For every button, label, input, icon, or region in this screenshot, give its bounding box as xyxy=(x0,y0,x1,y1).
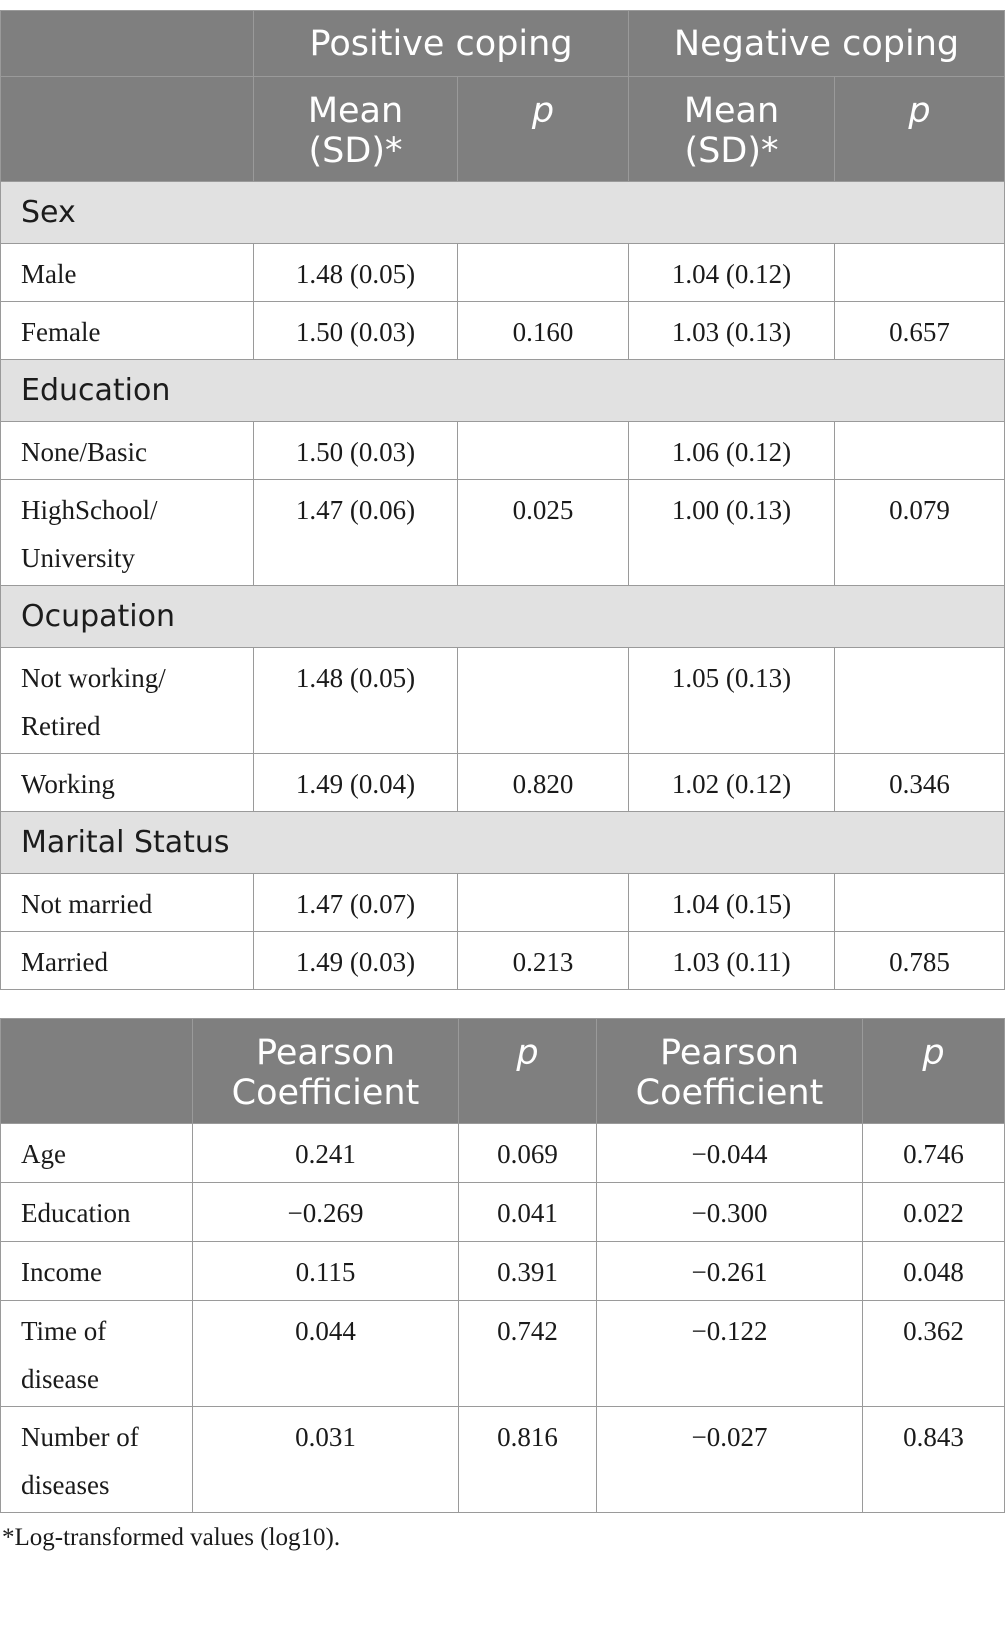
section-row xyxy=(1,360,1005,422)
positive-mean-sd: 1.48 (0.05) xyxy=(254,244,458,302)
table-row xyxy=(1,1183,1005,1242)
negative-p-value xyxy=(835,244,1005,302)
positive-p-value: 0.213 xyxy=(458,932,629,990)
positive-p-value: 0.820 xyxy=(458,754,629,812)
table-row xyxy=(1,1407,1005,1513)
row-label xyxy=(1,932,254,990)
table-row xyxy=(1,1124,1005,1183)
table-row xyxy=(1,302,1005,360)
coefficient-label: Coefficient xyxy=(635,1073,824,1113)
table-row xyxy=(1,754,1005,812)
positive-p-value: 0.816 xyxy=(459,1407,597,1513)
negative-p-value: 0.657 xyxy=(835,302,1005,360)
neg-p-header: p xyxy=(863,1019,1005,1124)
coping-by-demographics-body xyxy=(1,182,1005,990)
positive-p-value: 0.041 xyxy=(459,1183,597,1242)
positive-pearson-coefficient: 0.044 xyxy=(193,1301,459,1407)
row-label-line: Education xyxy=(21,1198,131,1228)
row-label-line: disease xyxy=(21,1364,99,1394)
row-label-line: HighSchool/ xyxy=(21,495,158,525)
positive-pearson-coefficient: −0.269 xyxy=(193,1183,459,1242)
row-label xyxy=(1,754,254,812)
positive-mean-sd: 1.50 (0.03) xyxy=(254,422,458,480)
negative-mean-sd: 1.04 (0.12) xyxy=(629,244,835,302)
row-label-line: Income xyxy=(21,1257,102,1287)
table-row xyxy=(1,932,1005,990)
neg-pearson-header xyxy=(597,1019,863,1124)
negative-pearson-coefficient: −0.044 xyxy=(597,1124,863,1183)
row-label-line: Working xyxy=(21,769,115,799)
negative-p-value: 0.362 xyxy=(863,1301,1005,1407)
negative-p-value xyxy=(835,648,1005,754)
row-label xyxy=(1,244,254,302)
row-label xyxy=(1,648,254,754)
pos-mean-sd-header xyxy=(254,77,458,182)
header-blank-cell xyxy=(1,11,254,77)
pearson-label: Pearson xyxy=(255,1033,396,1073)
table-row xyxy=(1,874,1005,932)
positive-p-value: 0.391 xyxy=(459,1242,597,1301)
row-label xyxy=(1,302,254,360)
positive-p-value xyxy=(458,422,629,480)
positive-pearson-coefficient: 0.115 xyxy=(193,1242,459,1301)
table-row xyxy=(1,244,1005,302)
section-row xyxy=(1,812,1005,874)
negative-mean-sd: 1.04 (0.15) xyxy=(629,874,835,932)
positive-p-value: 0.069 xyxy=(459,1124,597,1183)
positive-p-value xyxy=(458,244,629,302)
row-label xyxy=(1,1407,193,1513)
negative-pearson-coefficient: −0.122 xyxy=(597,1301,863,1407)
pos-pearson-header xyxy=(193,1019,459,1124)
positive-mean-sd: 1.47 (0.07) xyxy=(254,874,458,932)
positive-p-value xyxy=(458,648,629,754)
negative-p-value: 0.346 xyxy=(835,754,1005,812)
row-label-line: Age xyxy=(21,1139,66,1169)
footnote: *Log-transformed values (log10). xyxy=(2,1524,341,1551)
row-label xyxy=(1,480,254,586)
row-label xyxy=(1,1242,193,1301)
mean-label: Mean xyxy=(307,91,404,131)
subheader-blank-cell xyxy=(1,77,254,182)
negative-mean-sd: 1.03 (0.13) xyxy=(629,302,835,360)
positive-pearson-coefficient: 0.241 xyxy=(193,1124,459,1183)
positive-p-value: 0.025 xyxy=(458,480,629,586)
row-label-line: Female xyxy=(21,317,101,347)
neg-mean-sd-header xyxy=(629,77,835,182)
negative-p-value: 0.079 xyxy=(835,480,1005,586)
positive-p-value: 0.742 xyxy=(459,1301,597,1407)
coping-by-demographics-table xyxy=(0,10,1005,990)
section-title: Marital Status xyxy=(1,812,1005,874)
row-label-line: Retired xyxy=(21,711,101,741)
pearson-correlation-body xyxy=(1,1124,1005,1513)
row-label-line: University xyxy=(21,543,135,573)
pearson-correlation-table xyxy=(0,1018,1005,1513)
negative-p-value xyxy=(835,422,1005,480)
row-label xyxy=(1,1183,193,1242)
row-label-line: Married xyxy=(21,947,108,977)
neg-p-header: p xyxy=(835,77,1005,182)
row-label xyxy=(1,1301,193,1407)
sd-label: (SD)* xyxy=(308,131,403,171)
negative-p-value: 0.746 xyxy=(863,1124,1005,1183)
row-label-line: Not working/ xyxy=(21,663,166,693)
sd-label: (SD)* xyxy=(684,131,779,171)
row-label-line: Time of xyxy=(21,1316,107,1346)
negative-mean-sd: 1.06 (0.12) xyxy=(629,422,835,480)
coefficient-label: Coefficient xyxy=(231,1073,420,1113)
section-title: Education xyxy=(1,360,1005,422)
positive-p-value: 0.160 xyxy=(458,302,629,360)
negative-mean-sd: 1.00 (0.13) xyxy=(629,480,835,586)
negative-mean-sd: 1.03 (0.11) xyxy=(629,932,835,990)
negative-p-value: 0.022 xyxy=(863,1183,1005,1242)
pos-p-header: p xyxy=(459,1019,597,1124)
table-row xyxy=(1,422,1005,480)
positive-pearson-coefficient: 0.031 xyxy=(193,1407,459,1513)
positive-mean-sd: 1.49 (0.04) xyxy=(254,754,458,812)
negative-pearson-coefficient: −0.027 xyxy=(597,1407,863,1513)
negative-p-value: 0.048 xyxy=(863,1242,1005,1301)
positive-mean-sd: 1.48 (0.05) xyxy=(254,648,458,754)
negative-pearson-coefficient: −0.261 xyxy=(597,1242,863,1301)
section-title: Ocupation xyxy=(1,586,1005,648)
negative-mean-sd: 1.02 (0.12) xyxy=(629,754,835,812)
negative-coping-header: Negative coping xyxy=(629,11,1005,77)
section-title: Sex xyxy=(1,182,1005,244)
positive-mean-sd: 1.47 (0.06) xyxy=(254,480,458,586)
row-label xyxy=(1,874,254,932)
pearson-label: Pearson xyxy=(659,1033,800,1073)
positive-mean-sd: 1.49 (0.03) xyxy=(254,932,458,990)
section-row xyxy=(1,586,1005,648)
header-blank-cell xyxy=(1,1019,193,1124)
negative-pearson-coefficient: −0.300 xyxy=(597,1183,863,1242)
row-label-line: Not married xyxy=(21,889,153,919)
negative-p-value: 0.785 xyxy=(835,932,1005,990)
mean-label: Mean xyxy=(683,91,780,131)
row-label xyxy=(1,422,254,480)
row-label-line: None/Basic xyxy=(21,437,147,467)
negative-p-value: 0.843 xyxy=(863,1407,1005,1513)
row-label-line: Male xyxy=(21,259,77,289)
section-row xyxy=(1,182,1005,244)
positive-coping-header: Positive coping xyxy=(254,11,629,77)
negative-p-value xyxy=(835,874,1005,932)
positive-p-value xyxy=(458,874,629,932)
row-label-line: Number of xyxy=(21,1422,139,1452)
row-label xyxy=(1,1124,193,1183)
negative-mean-sd: 1.05 (0.13) xyxy=(629,648,835,754)
pos-p-header: p xyxy=(458,77,629,182)
row-label-line: diseases xyxy=(21,1470,110,1500)
table-row xyxy=(1,648,1005,754)
table-row xyxy=(1,1301,1005,1407)
table-row xyxy=(1,480,1005,586)
table-row xyxy=(1,1242,1005,1301)
positive-mean-sd: 1.50 (0.03) xyxy=(254,302,458,360)
